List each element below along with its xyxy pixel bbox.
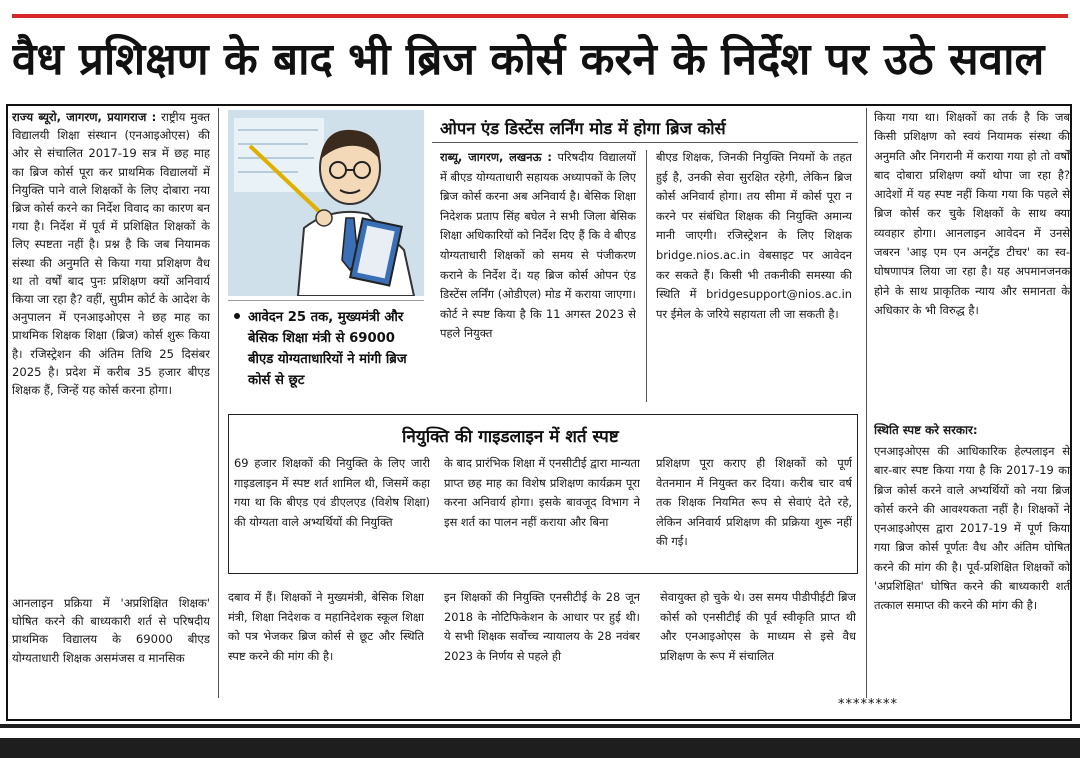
open-story-text-b: बीएड शिक्षक, जिनकी नियुक्ति नियमों के तहत हुई है, उनकी सेवा सुरक्षित रहेगी, लेकिन ब्रिज कोर्स अनिवार्य होगा। तय सीमा में कोर्स पूरा न करने पर संबंधित शिक्षक की नियुक्ति अमान्य मानी जाएगी। रजिस्ट्रेशन के लिए शिक्षक bridge.nios.ac.in वेबसाइट पर आवेदन कर सकते हैं। किसी भी तकनीकी समस्या की स्थिति में bridgesupport@nios.ac.in पर ईमेल के जरिये सहायता ली जा सकती है।: [656, 150, 852, 321]
caption-box: [228, 300, 424, 405]
column-left: [12, 108, 210, 586]
lower-col-c: [660, 588, 856, 698]
open-story-col-a: [440, 148, 636, 404]
right-paragraph-2: एनआइओएस की आधिकारिक हेल्पलाइन से बार-बार स्पष्ट किया गया है कि 2017-19 का ब्रिज कोर्स करने वाले अभ्यर्थियों को नया ब्रिज कोर्स करने की आवश्यकता नहीं है। शिक्षकों ने एनआइओएस द्वारा 2017-19 में पूर्ण किया गया ब्रिज कोर्स पूर्णतः वैध और अंतिम घोषित करने की मांग की है। पूर्व-प्रशिक्षित शिक्षकों को 'अप्रशिक्षित' घोषित करने की बाध्यकारी शर्त तत्काल समाप्त की करने की मांग की है।: [874, 444, 1070, 613]
guideline-text-b: के बाद प्रारंभिक शिक्षा में एनसीटीई द्वारा मान्यता प्राप्त छह माह का विशेष प्रशिक्षण कार्यक्रम पूरा करना अनिवार्य होगा। इसके बावजूद विभाग ने इस शर्त का पालन नहीं कराया और बिना: [444, 456, 640, 529]
teacher-cartoon-icon: [228, 110, 424, 296]
column-rule-1: [218, 108, 219, 698]
dateline-lucknow: राब्यू, जागरण, लखनऊ :: [440, 150, 552, 164]
bottom-white-strip: [0, 728, 1080, 738]
lower-text-c: सेवायुक्त हो चुके थे। उस समय पीडीपीईटी ब्रिज कोर्स को एनसीटीई की पूर्व स्वीकृति प्राप्त थी और एनआइओएस के माध्यम से इसे वैध प्रशिक्षण के रूप में संचालित: [660, 590, 856, 663]
guideline-col-c: [656, 454, 852, 570]
guideline-heading: नियुक्ति की गाइडलाइन में शर्त स्पष्ट: [402, 427, 619, 447]
column-right: [874, 108, 1070, 418]
caption-text: आवेदन 25 तक, मुख्यमंत्री और बेसिक शिक्षा मंत्री से 69000 बीएड योग्यताधारियों ने मांगी ब्रिज कोर्स से छूट: [248, 310, 407, 388]
open-story-rule: [432, 142, 858, 143]
column-rule-2: [866, 108, 867, 698]
col1-paragraph-2: आनलाइन प्रक्रिया में 'अप्रशिक्षित शिक्षक' घोषित करने की बाध्यकारी शर्त से परिषदीय प्राथमिक विद्यालय के 69000 बीएड योग्यताधारी शिक्षक असमंजस व मानसिक: [12, 596, 210, 665]
lower-col-b: [444, 588, 640, 698]
column-rule-3: [646, 150, 647, 402]
lower-text-b: इन शिक्षकों की नियुक्ति एनसीटीई के 28 जून 2018 के नोटिफिकेशन के आधार पर हुई थी। ये सभी शिक्षक सर्वोच्च न्यायालय के 28 नवंबर 2023 के निर्णय से पहले ही: [444, 590, 640, 663]
bullet-icon: [234, 313, 240, 319]
open-story-text-a: परिषदीय विद्यालयों में बीएड योग्यताधारी सहायक अध्यापकों के लिए ब्रिज कोर्स करना अब अनिवार्य है। बेसिक शिक्षा निदेशक प्रताप सिंह बघेल ने सभी जिला बेसिक शिक्षा अधिकारियों को निर्देश दिए हैं कि वे बीएड योग्यताधारी शिक्षकों को समय से पंजीकरण कराने के निर्देश दें। यह ब्रिज कोर्स ओपन एंड डिस्टेंस लर्निंग (ओडीएल) मोड में कराया जाएगा। कोर्ट ने स्पष्ट किया है कि 11 अगस्त 2023 से पहले नियुक्त: [440, 150, 636, 341]
right-subhead-wrap: [874, 420, 1070, 442]
open-story-heading: ओपन एंड डिस्टेंस लर्निंग मोड में होगा ब्रिज कोर्स: [440, 119, 726, 138]
lower-col-a: [228, 588, 424, 698]
guideline-col-a: [234, 454, 430, 570]
lower-text-a: दबाव में हैं। शिक्षकों ने मुख्यमंत्री, बेसिक शिक्षा मंत्री, शिक्षा निदेशक व महानिदेशक स्कूल शिक्षा को पत्र भेजकर ब्रिज कोर्स से छूट और स्थिति स्पष्ट करने की मांग की है।: [228, 590, 424, 663]
teacher-illustration: [228, 110, 424, 296]
right-subhead: स्थिति स्पष्ट करे सरकार:: [874, 423, 978, 437]
open-story-col-b: [656, 148, 852, 404]
guideline-text-c: प्रशिक्षण पूरा कराए ही शिक्षकों को पूर्ण वेतनमान में नियुक्त कर दिया। करीब चार वर्ष तक शिक्षक नियमित रूप से सेवाएं देते रहे, लेकिन अनिवार्य प्रशिक्षण की प्रक्रिया शुरू नहीं की गई।: [656, 456, 852, 549]
right-paragraph-1: किया गया था। शिक्षकों का तर्क है कि जब किसी प्रशिक्षण को स्वयं नियामक संस्था की अनुमति और निगरानी में कराया गया हो तो वर्षों बाद दोबारा प्रशिक्षण क्यों थोपा जा रहा है? आदेशों में यह स्पष्ट नहीं किया गया कि पहले से ब्रिज कोर्स कर चुके शिक्षकों के साथ क्या व्यवहार होगा। आनलाइन आवेदन में उनसे जबरन 'आइ एम एन अनट्रेंड टीचर' का स्व-घोषणापत्र लिया जा रहा है। यह अपमानजनक होने के साथ प्राकृतिक न्याय और समानता के अधिकार के भी विरुद्ध है।: [874, 110, 1070, 317]
end-marker: ********: [838, 697, 898, 712]
top-red-rule: [12, 14, 1068, 18]
headline: वैध प्रशिक्षण के बाद भी ब्रिज कोर्स करने के निर्देश पर उठे सवाल: [12, 34, 1045, 85]
guideline-col-b: [444, 454, 640, 570]
dateline-prayagraj: राज्य ब्यूरो, जागरण, प्रयागराज :: [12, 110, 157, 124]
guideline-text-a: 69 हजार शिक्षकों की नियुक्ति के लिए जारी गाइडलाइन में स्पष्ट शर्त शामिल थी, जिसमें कहा गया था कि बीएड एवं डीएलएड (विशेष शिक्षा) की योग्यता वाले अभ्यर्थियों की नियुक्ति: [234, 456, 430, 529]
right-lower: [874, 442, 1070, 700]
col1-lower: [12, 594, 210, 694]
col1-paragraph-1: राष्ट्रीय मुक्त विद्यालयी शिक्षा संस्थान (एनआइओएस) की ओर से संचालित 2017-19 सत्र में छह माह का ब्रिज कोर्स पूरा कर प्राथमिक विद्यालयों में नियुक्ति पाने वाले शिक्षकों के लिए दोबारा नया ब्रिज कोर्स करने का निर्देश विवाद का कारण बन गया है। निर्देश में पूर्व में प्रशिक्षित शिक्षकों के लिए स्पष्टता नहीं है। प्रश्न है कि जब नियामक संस्था की अनुमति से किया गया प्रशिक्षण वैध था तो वर्षों बाद पुनः प्रशिक्षण क्यों अनिवार्य किया जा रहा है? वहीं, सुप्रीम कोर्ट के आदेश के अनुपालन में एनआइओएस ने छह माह का प्राथमिक शिक्षक शिक्षा (ब्रिज) कोर्स शुरू किया है। रजिस्ट्रेशन की अंतिम तिथि 25 दिसंबर 2025 है। प्रदेश में करीब 35 हजार बीएड शिक्षक हैं, जिन्हें यह कोर्स करना होगा।: [12, 110, 210, 398]
